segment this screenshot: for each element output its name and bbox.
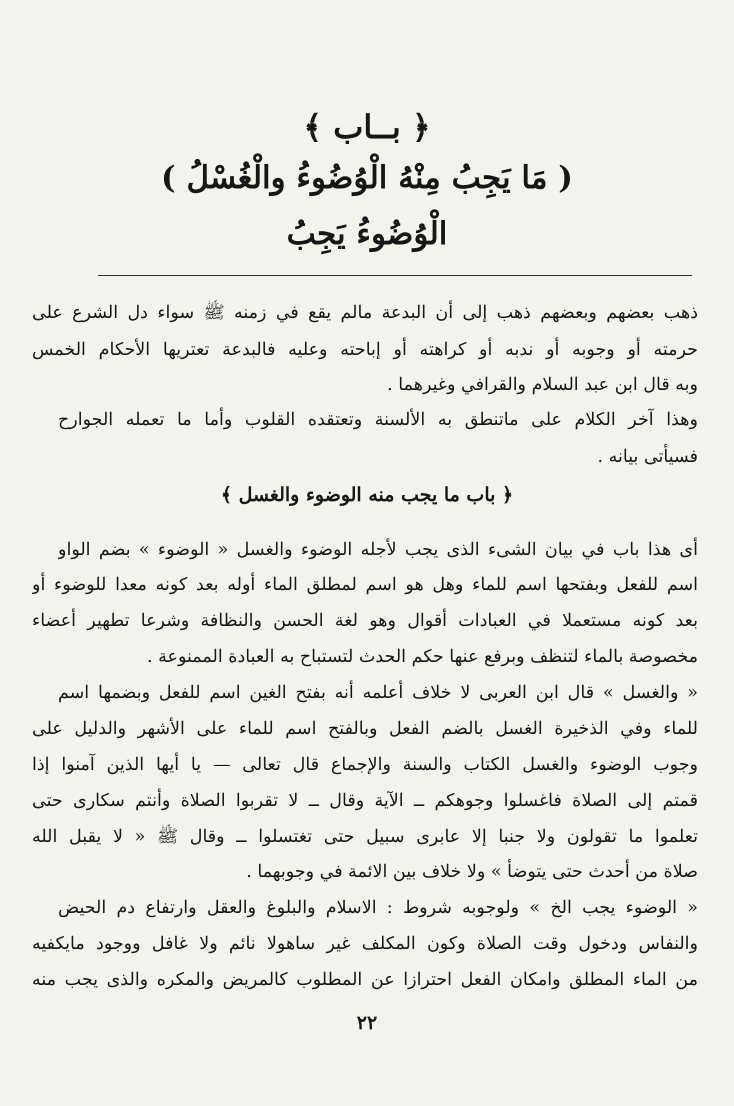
text-line: وبه قال ابن عبد السلام والقرافي وغيرهما . (387, 375, 698, 395)
text-line: « والغسل » قال ابن العربى لا خلاف أعلمه أنه بفتح الغين اسم للفعل وبضمها اسم (58, 683, 698, 703)
text-line: قمتم إلى الصلاة فاغسلوا وجوهكم ــ الآية وقال ــ لا تقربوا الصلاة وأنتم سكارى حتى (32, 791, 698, 811)
chapter-title: ( مَا يَجِبُ مِنْهُ الْوُضُوءُ والْغُسْلُ ) (161, 160, 573, 196)
text-line: ذهب بعضهم وبعضهم ذهب إلى أن البدعة مالم يقع في زمنه ﷺ سواء دل الشرع على (32, 303, 698, 323)
text-line: والنفاس ودخول وقت الصلاة وكون المكلف غير ساهولا نائم ولا غافل ووجود مايكفيه (32, 934, 698, 954)
text-line: « الوضوء يجب الخ » ولوجوبه شروط : الاسلام والبلوغ والعقل وارتفاع دم الحيض (58, 898, 698, 918)
text-line: حرمته أو وجوبه أو ندبه أو كراهته أو إباحته وعليه فالبدعة تعتريها الأحكام الخمس (32, 340, 698, 360)
text-line: وجوب الوضوء والغسل الكتاب والسنة والإجماع قال تعالى — يا أيها الذين آمنوا إذا (32, 755, 698, 775)
chapter-label: ﴿ بــاب ﴾ (303, 108, 431, 146)
section-heading: ﴿ باب ما يجب منه الوضوء والغسل ﴾ (220, 484, 514, 506)
text-line: فسيأتى بيانه . (597, 447, 698, 467)
text-line: صلاة من أحدث حتى يتوضأ » ولا خلاف بين الائمة في وجوبهما . (246, 862, 698, 882)
page-number: ٢٢ (356, 1012, 378, 1034)
text-line: تعلموا ما تقولون ولا جنبا إلا عابرى سبيل حتى تغتسلوا ــ وقال ﷺ « لا يقبل الله (32, 827, 698, 847)
text-line: مخصوصة بالماء لتنظف وبرفع عنها حكم الحدث لتستباح به العبادة الممنوعة . (147, 647, 698, 667)
text-line: اسم للفعل وبفتحها اسم للماء وهل هو اسم لمطلق الماء أوله بعد كونه معدا للوضوء أو (32, 575, 698, 595)
text-line: وهذا آخر الكلام على ماتنطق به الألسنة وتعتقده القلوب وأما ما تعمله الجوارح (58, 410, 698, 430)
text-line: بعد كونه مستعملا في العبادات أقوال وهو لغة الحسن والنظافة وشرعا تطهير أعضاء (32, 611, 698, 631)
text-line: من الماء المطلق وامكان الفعل احترازا عن المطلوب كالمريض والمكره والذى يجب منه (32, 970, 698, 990)
text-line: للماء وفي الذخيرة الغسل بالضم الفعل وبالفتح اسم للماء على الأشهر والدليل على (32, 719, 698, 739)
text-line: أى هذا باب في بيان الشىء الذى يجب لأجله الوضوء والغسل « الوضوء » بضم الواو (58, 540, 698, 560)
separator-rule (98, 275, 692, 276)
chapter-subtitle: الْوُضُوءُ يَجِبُ (286, 216, 448, 252)
